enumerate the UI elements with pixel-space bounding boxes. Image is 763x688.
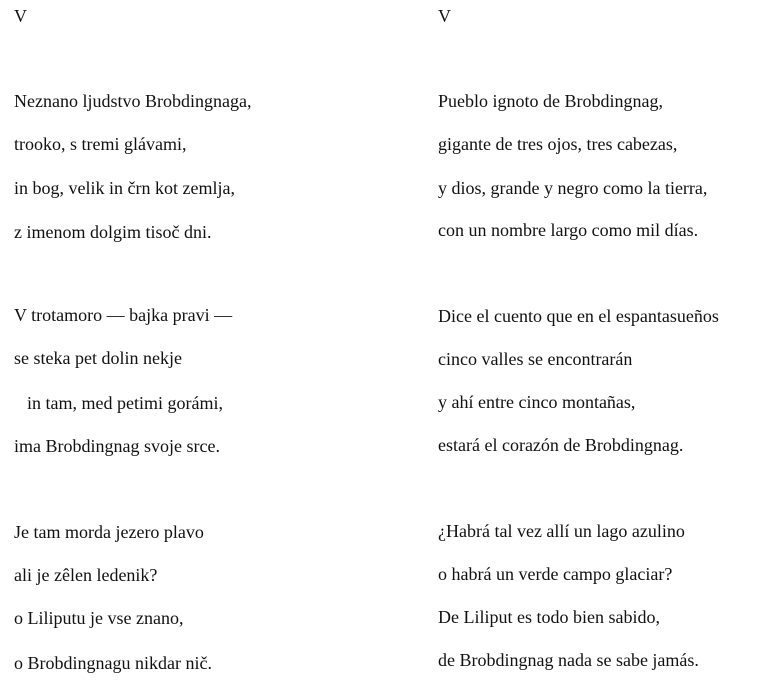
- verse-line: V trotamoro — bajka pravi —: [14, 305, 233, 325]
- verse-line: gigante de tres ojos, tres cabezas,: [438, 134, 678, 154]
- verse-line: Pueblo ignoto de Brobdingnag,: [438, 91, 663, 111]
- verse-line: Je tam morda jezero plavo: [14, 522, 204, 542]
- verse-line: estará el corazón de Brobdingnag.: [438, 435, 684, 455]
- verse-line: in bog, velik in črn kot zemlja,: [14, 178, 235, 198]
- verse-line: y dios, grande y negro como la tierra,: [438, 178, 708, 198]
- verse-line: ¿Habrá tal vez allí un lago azulino: [438, 521, 685, 541]
- section-heading: V: [438, 6, 451, 26]
- verse-line: in tam, med petimi gorámi,: [27, 393, 223, 413]
- section-heading: V: [14, 6, 27, 26]
- verse-line: Dice el cuento que en el espantasueños: [438, 306, 719, 326]
- verse-line: con un nombre largo como mil días.: [438, 220, 699, 240]
- verse-line: ali je zêlen ledenik?: [14, 565, 158, 585]
- verse-line: se steka pet dolin nekje: [14, 348, 182, 368]
- verse-line: o habrá un verde campo glaciar?: [438, 564, 673, 584]
- verse-line: ima Brobdingnag svoje srce.: [14, 436, 220, 456]
- verse-line: de Brobdingnag nada se sabe jamás.: [438, 650, 699, 670]
- verse-line: Neznano ljudstvo Brobdingnaga,: [14, 91, 252, 111]
- verse-line: y ahí entre cinco montañas,: [438, 392, 636, 412]
- verse-line: o Brobdingnagu nikdar nič.: [14, 653, 212, 673]
- verse-line: z imenom dolgim tisoč dni.: [14, 222, 212, 242]
- verse-line: cinco valles se encontrarán: [438, 349, 633, 369]
- verse-line: trooko, s tremi glávami,: [14, 134, 187, 154]
- verse-line: o Liliputu je vse znano,: [14, 608, 184, 628]
- verse-line: De Liliput es todo bien sabido,: [438, 607, 660, 627]
